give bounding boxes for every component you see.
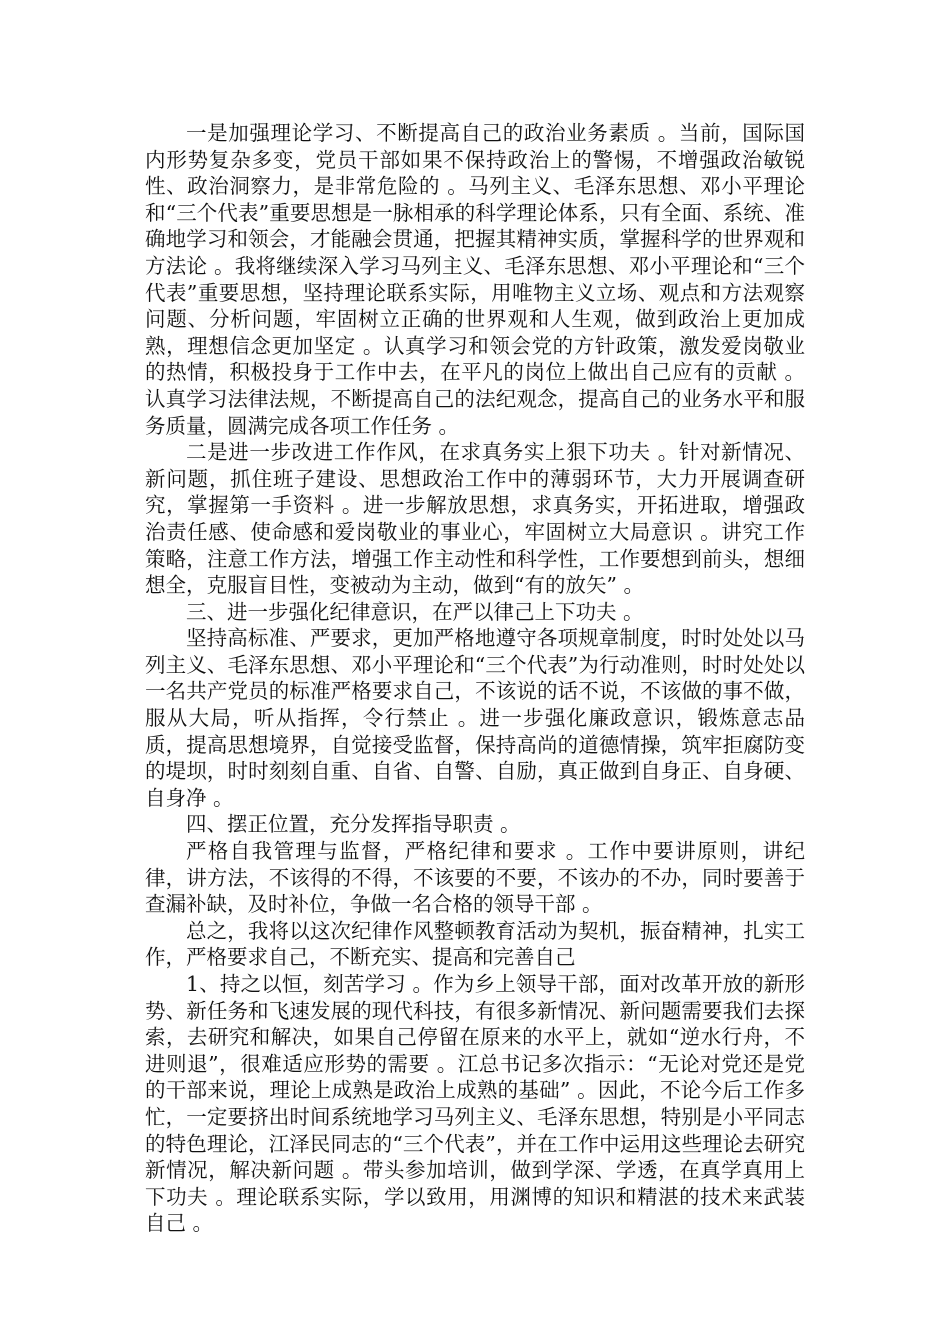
paragraph-2: 二是进一步改进工作作风，在求真务实上狠下功夫 。针对新情况、新问题，抓住班子建设、思想政治工作中的薄弱环节，大力开展调查研究，掌握第一手资料 。进一步解放思想，求真务实，开拓进取，增强政治责任感、使命感和爱岗敬业的事业心，牢固树立大局意识 。讲究工作策略，注意工作方法，增强工作主动性和科学性，工作要想到前头，想细想全，克服盲目性，变被动为主动，做到“有的放矢” 。 <box>145 440 805 598</box>
document-page <box>145 120 805 1237</box>
paragraph-4: 坚持高标准、严要求，更加严格地遵守各项规章制度，时时处处以马列主义、毛泽东思想、邓小平理论和“三个代表”为行动准则，时时处处以一名共产党员的标准严格要求自己，不该说的话不说，不该做的事不做，服从大局，听从指挥，令行禁止 。进一步强化廉政意识，锻炼意志品质，提高思想境界，自觉接受监督，保持高尚的道德情操，筑牢拒腐防变的堤坝，时时刻刻自重、自省、自警、自励，真正做到自身正、自身硬、自身净 。 <box>145 626 805 810</box>
paragraph-summary: 总之，我将以这次纪律作风整顿教育活动为契机，振奋精神，扎实工作，严格要求自己，不断充实、提高和完善自己 <box>145 918 805 970</box>
section-heading-3: 三、进一步强化纪律意识，在严以律己上下功夫 。 <box>186 599 644 624</box>
paragraph-6: 严格自我管理与监督，严格纪律和要求 。工作中要讲原则，讲纪律，讲方法，不该得的不得，不该要的不要，不该办的不办，同时要善于查漏补缺，及时补位，争做一名合格的领导干部 。 <box>145 839 805 917</box>
paragraph-1: 一是加强理论学习、不断提高自己的政治业务素质 。当前，国际国内形势复杂多变，党员干部如果不保持政治上的警惕，不增强政治敏锐性、政治洞察力，是非常危险的 。马列主义、毛泽东思想、邓小平理论和“三个代表”重要思想是一脉相承的科学理论体系，只有全面、系统、准确地学习和领会，才能融会贯通，把握其精神实质，掌握科学的世界观和方法论 。我将继续深入学习马列主义、毛泽东思想、邓小平理论和“三个代表”重要思想，坚持理论联系实际，用唯物主义立场、观点和方法观察问题、分析问题，牢固树立正确的世界观和人生观，做到政治上更加成熟，理想信念更加坚定 。认真学习和领会党的方针政策，激发爱岗敬业的热情，积极投身于工作中去，在平凡的岗位上做出自己应有的贡献 。认真学习法律法规，不断提高自己的法纪观念，提高自己的业务水平和服务质量，圆满完成各项工作任务 。 <box>145 121 805 438</box>
section-heading-4: 四、摆正位置，充分发挥指导职责 。 <box>186 812 521 837</box>
paragraph-item-1: 1、持之以恒，刻苦学习 。作为乡上领导干部，面对改革开放的新形势、新任务和飞速发展的现代科技，有很多新情况、新问题需要我们去探索，去研究和解决，如果自己停留在原来的水平上，就如“逆水行舟，不进则退”，很难适应形势的需要 。江总书记多次指示：“无论对党还是党的干部来说，理论上成熟是政治上成熟的基础” 。因此，不论今后工作多忙，一定要挤出时间系统地学习马列主义、毛泽东思想，特别是小平同志的特色理论，江泽民同志的“三个代表”，并在工作中运用这些理论去研究新情况，解决新问题 。带头参加培训，做到学深、学透，在真学真用上下功夫 。理论联系实际，学以致用，用渊博的知识和精湛的技术来武装自己 。 <box>145 972 805 1236</box>
